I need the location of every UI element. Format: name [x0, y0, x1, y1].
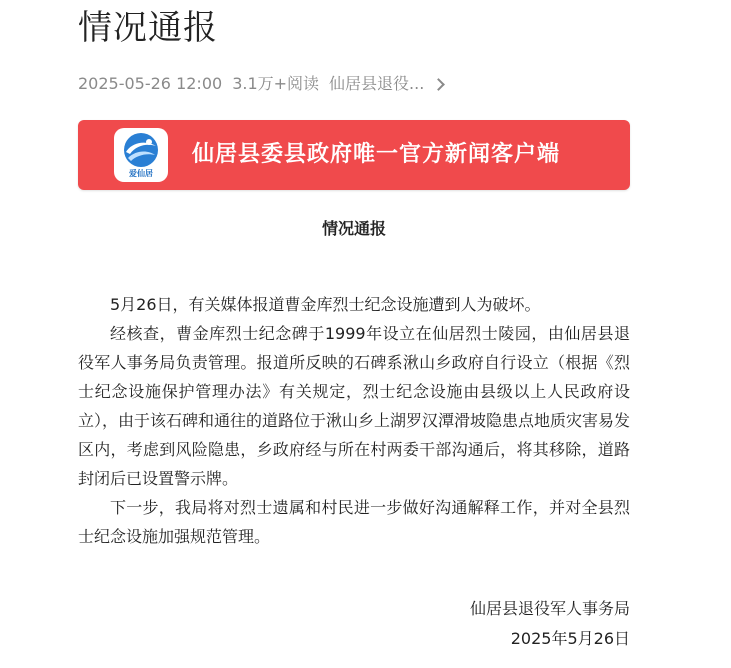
source-account-name: 仙居县退役... [329, 74, 425, 93]
article-title: 情况通报 [78, 8, 218, 48]
publish-date: 2025-05-26 12:00 [78, 74, 223, 93]
article-meta [78, 72, 443, 96]
app-logo-icon [114, 128, 168, 182]
article-body [78, 290, 630, 551]
paragraph: 下一步，我局将对烈士遗属和村民进一步做好沟通解释工作，并对全县烈士纪念设施加强规范管理。 [78, 498, 630, 546]
chevron-right-icon [432, 78, 445, 91]
signature-block [470, 594, 630, 654]
banner-slogan: 仙居县委县政府唯一官方新闻客户端 [192, 142, 561, 167]
signature-organization: 仙居县退役军人事务局 [469, 599, 630, 618]
source-account-link[interactable] [329, 72, 443, 96]
signature-date: 2025年5月26日 [510, 629, 630, 648]
read-count: 3.1万+阅读 [232, 74, 320, 93]
app-promo-banner[interactable] [78, 120, 630, 190]
section-heading: 情况通报 [321, 219, 386, 238]
app-logo-label: 爱仙居 [129, 169, 153, 178]
paragraph: 经核查，曹金库烈士纪念碑于1999年设立在仙居烈士陵园，由仙居县退役军人事务局负责管理。报道所反映的石碑系湫山乡政府自行设立（根据《烈士纪念设施保护管理办法》有关规定，烈士纪念设施由县级以上人民政府设立），由于该石碑和通往的道路位于湫山乡上湖罗汉潭滑坡隐患点地质灾害易发区内，考虑到风险隐患，乡政府经与所在村两委干部沟通后，将其移除，道路封闭后已设置警示牌。 [78, 324, 631, 488]
paragraph: 5月26日，有关媒体报道曹金库烈士纪念设施遭到人为破坏。 [110, 295, 541, 314]
